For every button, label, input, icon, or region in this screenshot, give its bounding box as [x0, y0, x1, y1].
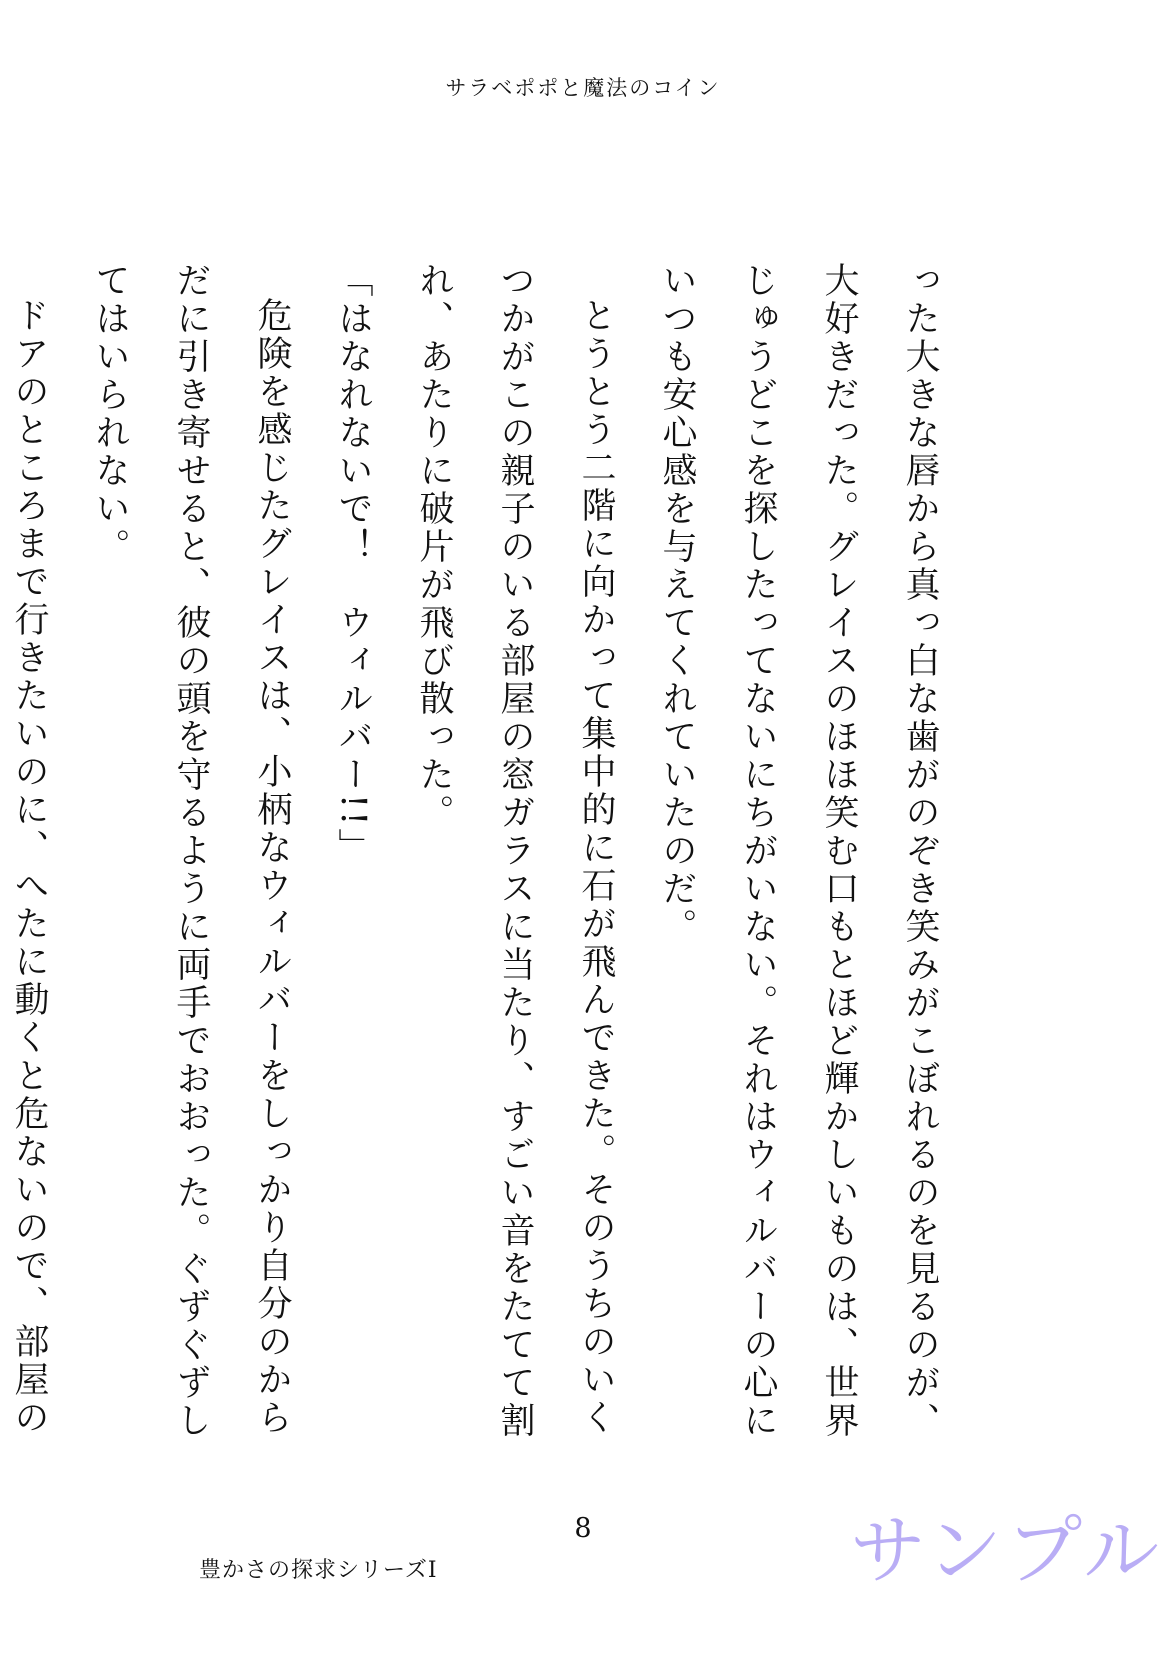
paragraph: った大きな唇から真っ白な歯がのぞき笑みがこぼれるのを見るのが、大好きだった。グレイスのほほ笑む口もとほど輝かしいものは、世界じゅうどこを探したってないにちがいない。それはウィルバーの心にいつも安心感を与えてくれていたのだ。	[657, 262, 940, 1440]
body-text	[0, 262, 960, 1462]
dialogue-line: 「はなれないで！ ウィルバー!!」	[333, 262, 373, 867]
paragraph	[0, 262, 69, 1462]
paragraph-text: ドアのところまで行きたいのに、へたに動くと危ないので、部屋の	[9, 297, 49, 1437]
paragraph: 危険を感じたグレイスは、小柄なウィルバーをしっかり自分のからだに引き寄せると、彼の頭を守るように両手でおおった。ぐずぐずしてはいられない。	[90, 262, 292, 1440]
series-title: 豊かさの探求シリーズⅠ	[199, 1558, 438, 1583]
page-number: 8	[574, 1513, 592, 1544]
paragraph: とうとう二階に向かって集中的に石が飛んできた。そのうちのいくつかがこの親子のいる部屋の窓ガラスに当たり、すごい音をたてて割れ、あたりに破片が飛び散った。	[414, 262, 616, 1440]
running-title: サラベポポと魔法のコイン	[445, 76, 721, 100]
sample-watermark: サンプル	[850, 1506, 1164, 1595]
